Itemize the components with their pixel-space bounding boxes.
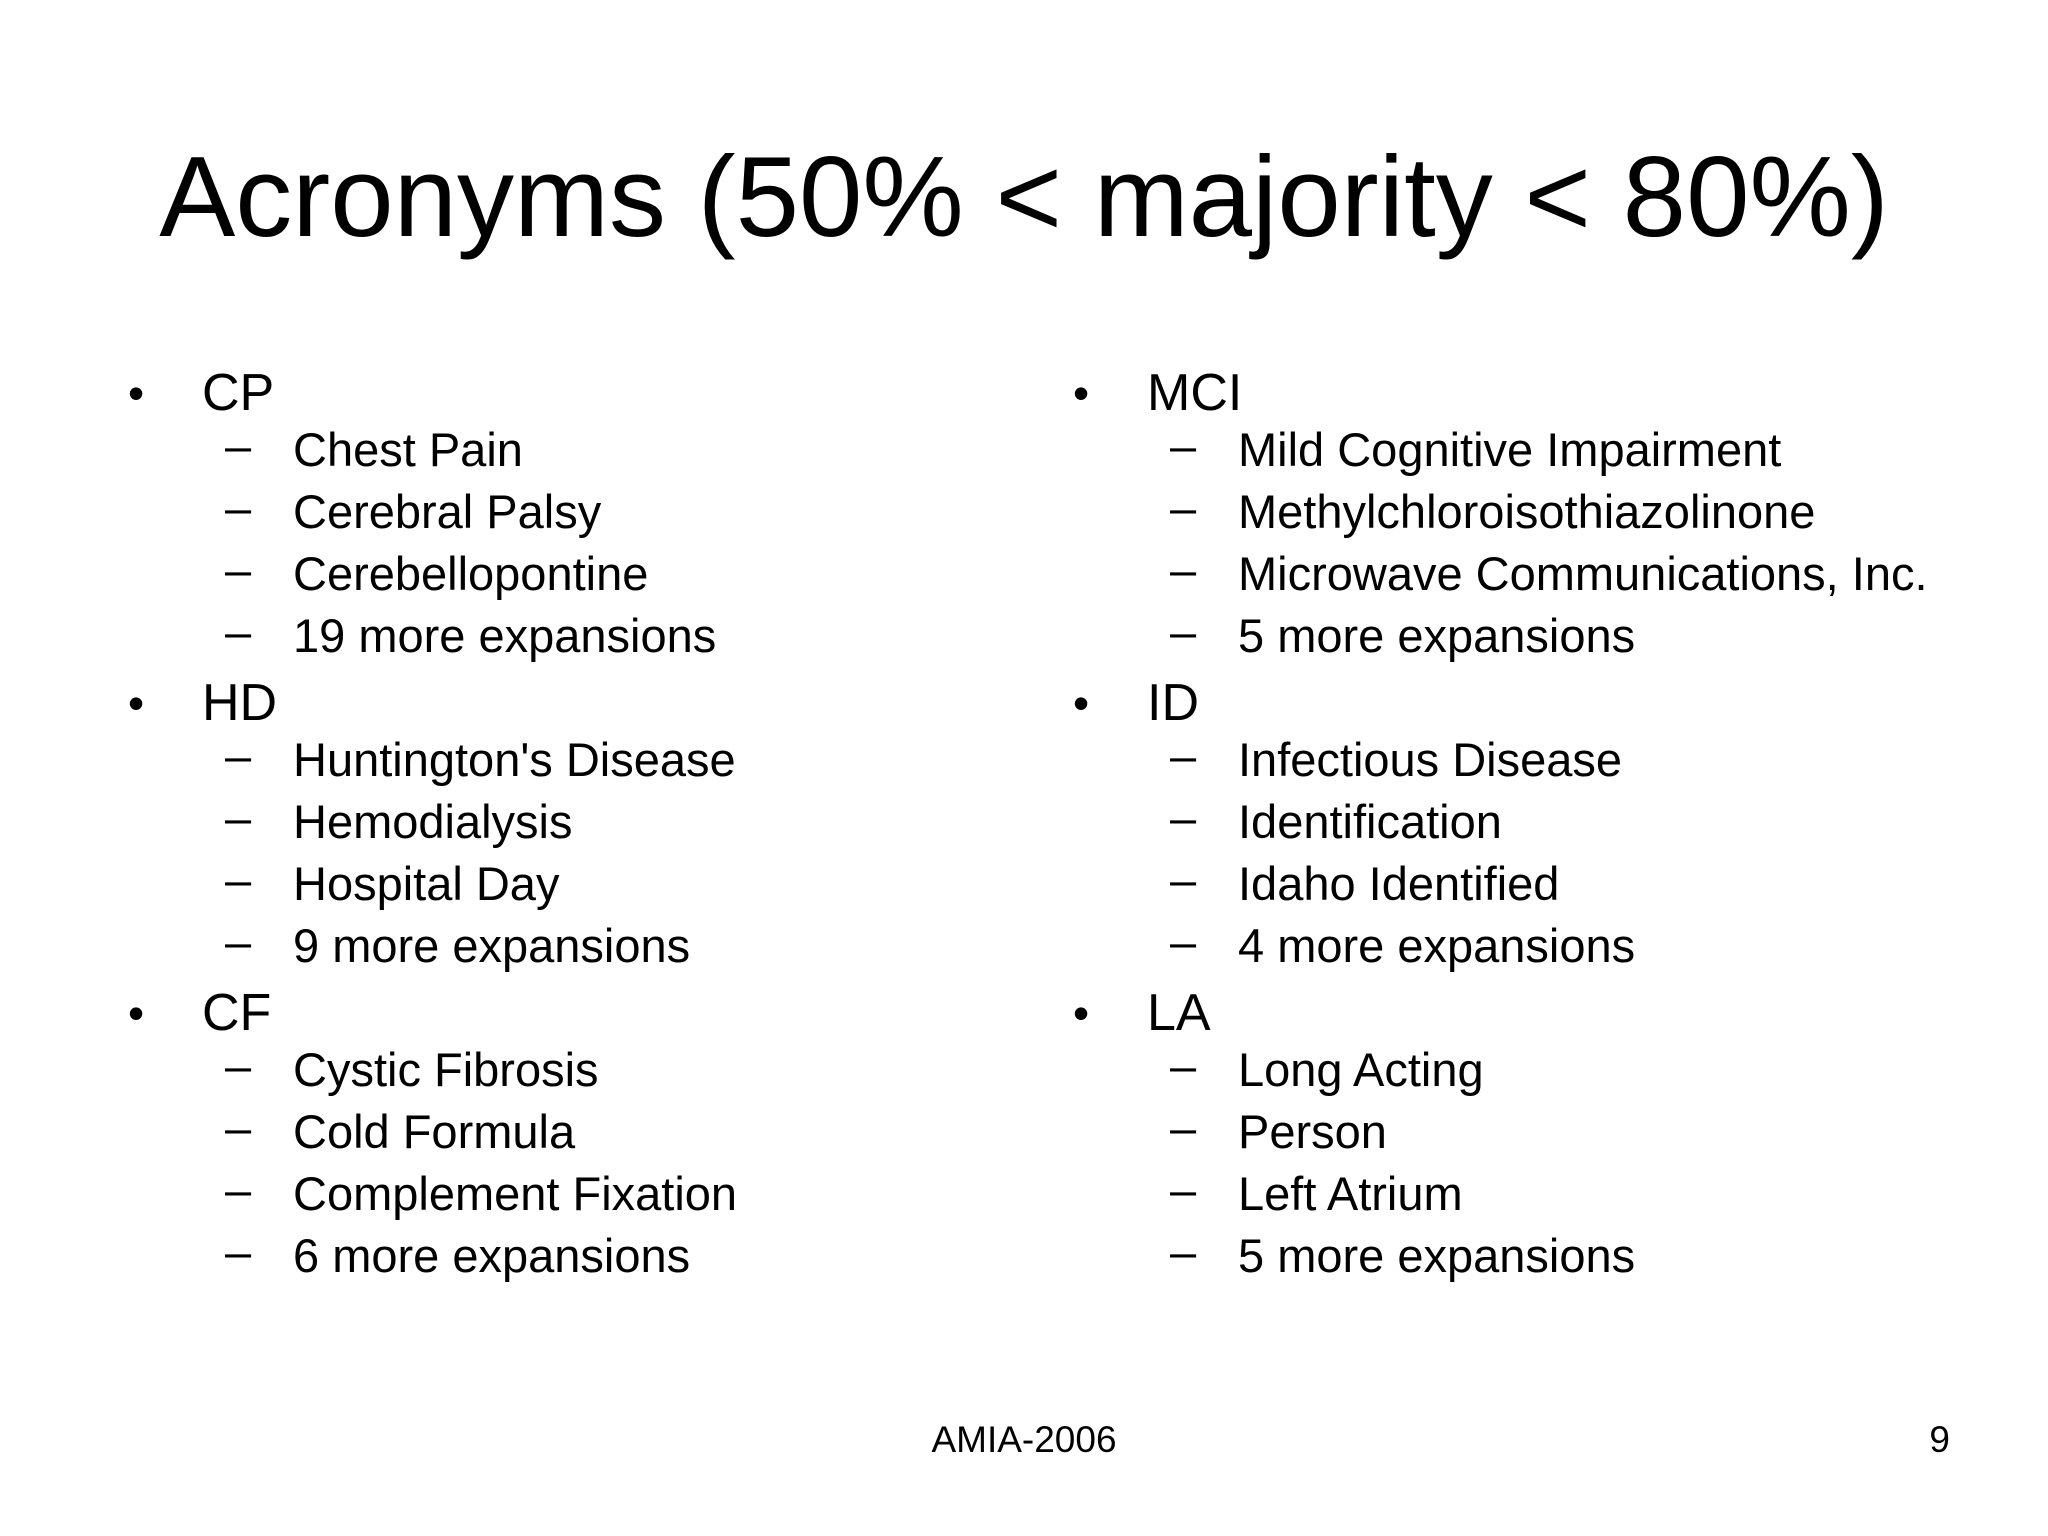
expansion-list (1055, 729, 1955, 982)
expansion-text: 4 more expansions (1238, 919, 1636, 972)
expansion-item (110, 605, 1010, 672)
dash-icon: – (225, 1163, 252, 1216)
expansion-text: Cerebral Palsy (293, 485, 602, 538)
acronym-label: HD (202, 674, 278, 732)
expansion-item (1055, 791, 1955, 858)
bullet-icon: • (128, 677, 145, 729)
expansion-item (1055, 1163, 1955, 1230)
expansion-item (1055, 729, 1955, 796)
expansion-item (110, 1225, 1010, 1292)
dash-icon: – (1170, 543, 1197, 596)
expansion-text: 6 more expansions (293, 1229, 691, 1282)
expansion-text: Identification (1238, 795, 1502, 848)
dash-icon: – (1170, 853, 1197, 906)
expansion-list (110, 729, 1010, 982)
expansion-item (1055, 1225, 1955, 1292)
expansion-text: Hospital Day (293, 857, 560, 910)
dash-icon: – (225, 853, 252, 906)
acronym-item (110, 362, 1010, 424)
expansion-text: Idaho Identified (1238, 857, 1560, 910)
expansion-list (110, 419, 1010, 672)
left-column (110, 362, 1010, 1292)
dash-icon: – (1170, 481, 1197, 534)
acronym-group-cp (110, 362, 1010, 672)
expansion-text: Microwave Communications, Inc. (1238, 547, 1928, 600)
expansion-text: Long Acting (1238, 1043, 1484, 1096)
acronym-group-mci (1055, 362, 1955, 672)
dash-icon: – (1170, 915, 1197, 968)
expansion-item (110, 481, 1010, 548)
dash-icon: – (225, 1225, 252, 1278)
dash-icon: – (1170, 1039, 1197, 1092)
expansion-text: Infectious Disease (1238, 733, 1623, 786)
bullet-icon: • (1073, 367, 1090, 419)
page-number: 9 (1929, 1419, 1950, 1460)
expansion-item (1055, 915, 1955, 982)
expansion-item (1055, 419, 1955, 486)
dash-icon: – (225, 1039, 252, 1092)
expansion-item (110, 1101, 1010, 1168)
expansion-item (1055, 853, 1955, 920)
expansion-item (110, 729, 1010, 796)
dash-icon: – (225, 1101, 252, 1154)
expansion-text: 5 more expansions (1238, 1229, 1636, 1282)
expansion-list (1055, 419, 1955, 672)
expansion-item (110, 915, 1010, 982)
expansion-text: Person (1238, 1105, 1387, 1158)
dash-icon: – (1170, 1225, 1197, 1278)
dash-icon: – (1170, 791, 1197, 844)
dash-icon: – (1170, 605, 1197, 658)
expansion-item (1055, 1101, 1955, 1168)
acronym-label: MCI (1147, 364, 1243, 422)
expansion-item (110, 419, 1010, 486)
expansion-text: Mild Cognitive Impairment (1238, 423, 1782, 476)
expansion-text: Huntington's Disease (293, 733, 736, 786)
expansion-text: Cystic Fibrosis (293, 1043, 599, 1096)
expansion-list (110, 1039, 1010, 1292)
dash-icon: – (225, 729, 252, 782)
dash-icon: – (225, 543, 252, 596)
dash-icon: – (225, 481, 252, 534)
dash-icon: – (1170, 729, 1197, 782)
acronym-label: CP (202, 364, 275, 422)
expansion-item (1055, 1039, 1955, 1106)
bullet-icon: • (1073, 677, 1090, 729)
acronym-group-id (1055, 672, 1955, 982)
acronym-item (110, 982, 1010, 1044)
dash-icon: – (1170, 1163, 1197, 1216)
expansion-item (110, 853, 1010, 920)
right-column (1055, 362, 1955, 1292)
expansion-text: 5 more expansions (1238, 609, 1636, 662)
expansion-item (110, 543, 1010, 610)
bullet-icon: • (1073, 987, 1090, 1039)
slide-title: Acronyms (50% < majority < 80%) (159, 134, 1889, 261)
acronym-group-hd (110, 672, 1010, 982)
expansion-text: Methylchloroisothiazolinone (1238, 485, 1816, 538)
acronym-group-la (1055, 982, 1955, 1292)
expansion-text: Complement Fixation (293, 1167, 738, 1220)
dash-icon: – (225, 419, 252, 472)
acronym-item (1055, 362, 1955, 424)
acronym-item (1055, 672, 1955, 734)
expansion-item (1055, 543, 1955, 610)
expansion-text: Chest Pain (293, 423, 523, 476)
expansion-item (1055, 605, 1955, 672)
expansion-item (110, 1039, 1010, 1106)
expansion-text: Cerebellopontine (293, 547, 649, 600)
dash-icon: – (225, 915, 252, 968)
acronym-item (110, 672, 1010, 734)
dash-icon: – (1170, 1101, 1197, 1154)
expansion-item (110, 791, 1010, 858)
expansion-list (1055, 1039, 1955, 1292)
acronym-group-cf (110, 982, 1010, 1292)
expansion-item (1055, 481, 1955, 548)
expansion-text: 19 more expansions (293, 609, 717, 662)
dash-icon: – (1170, 419, 1197, 472)
footer-text: AMIA-2006 (931, 1419, 1117, 1460)
bullet-icon: • (128, 987, 145, 1039)
acronym-label: LA (1147, 984, 1211, 1042)
bullet-icon: • (128, 367, 145, 419)
acronym-label: ID (1147, 674, 1199, 732)
expansion-text: Hemodialysis (293, 795, 573, 848)
expansion-text: 9 more expansions (293, 919, 691, 972)
dash-icon: – (225, 791, 252, 844)
acronym-label: CF (202, 984, 272, 1042)
expansion-text: Left Atrium (1238, 1167, 1463, 1220)
acronym-item (1055, 982, 1955, 1044)
dash-icon: – (225, 605, 252, 658)
expansion-item (110, 1163, 1010, 1230)
expansion-text: Cold Formula (293, 1105, 576, 1158)
